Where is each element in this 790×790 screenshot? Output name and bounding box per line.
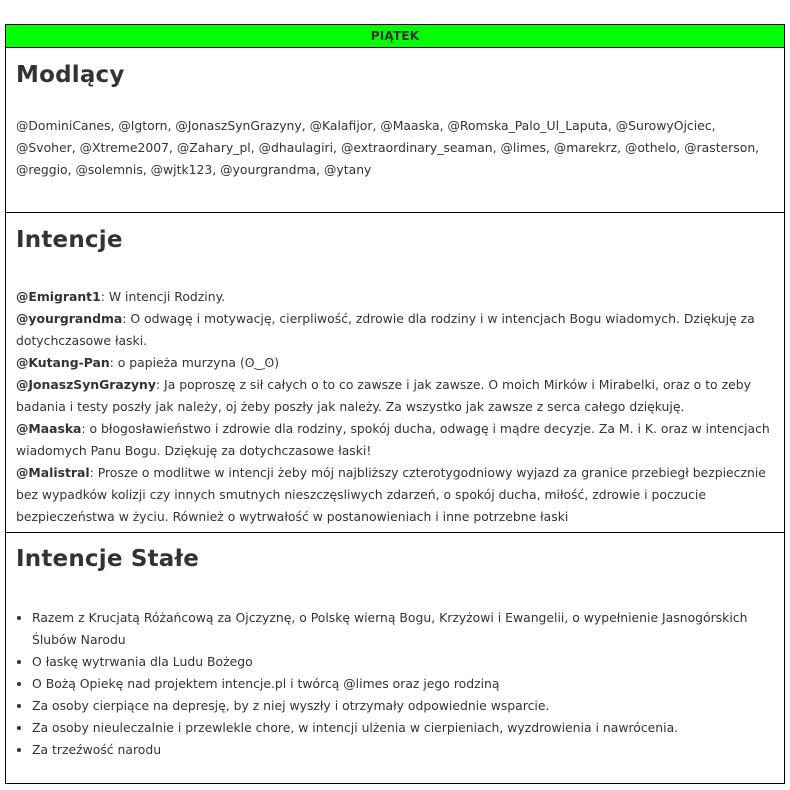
permanent-intention-item: • Za trzeźwość narodu xyxy=(32,739,774,761)
praying-users-list: @DominiCanes, @Igtorn, @JonaszSynGrazyny, @Kalafijor, @Maaska, @Romska_Palo_Ul_Laputa, @SurowyOjciec, @Svoher, @Xtreme2007, @Zahary_pl, @dhaulagiri, @extraordinary_seaman, @limes, @marekrz, @othelo, @rasterson, @reggio, @solemnis, @wjtk123, @yourgrandma, @ytany xyxy=(16,118,760,177)
permanent-intentions-list xyxy=(16,607,774,761)
intention-user[interactable]: @Malistral xyxy=(16,465,90,480)
intention-user[interactable]: @JonaszSynGrazyny xyxy=(16,377,156,392)
intention-text: : o błogosławieństwo i zdrowie dla rodziny, spokój ducha, odwagę i mądre decyzje. Za M. i K. oraz w intencjach wiadomych Panu Bogu. Dziękuję za dotychczasowe łaski! xyxy=(16,421,770,458)
intention-text: : O odwagę i motywację, cierpliwość, zdrowie dla rodziny i w intencjach Bogu wiadomych. Dziękuję za dotychczasowe łaski. xyxy=(16,311,755,348)
day-table xyxy=(5,24,785,784)
section-title-intencje: Intencje xyxy=(16,227,123,253)
intention-text: : W intencji Rodziny. xyxy=(100,289,226,304)
intention-text: : o papieża murzyna (ʘ‿ʘ) xyxy=(109,355,280,370)
permanent-intention-item: • Za osoby nieuleczalnie i przewlekle chore, w intencji ulżenia w cierpieniach, wyzdrowienia i nawrócenia. xyxy=(32,717,774,739)
intention-user[interactable]: @Maaska xyxy=(16,421,82,436)
permanent-intention-item: • Razem z Krucjatą Różańcową za Ojczyznę, o Polskę wierną Bogu, Krzyżowi i Ewangelii, o wypełnienie Jasnogórskich Ślubów Narodu xyxy=(32,607,774,651)
intention-text: : Prosze o modlitwe w intencji żeby mój najbliższy czterotygodniowy wyjazd za granice przebiegł bezpiecznie bez wypadków kolizji czy innych smutnych nieszczęsliwych zdarzeń, o spokój ducha, miłość, zdrowie i poczucie bezpieczeństwa w życiu. Również o wytrwałość w postanowieniach i inne potrzebne łaski xyxy=(16,465,766,524)
intention-user[interactable]: @Emigrant1 xyxy=(16,289,101,304)
section-intencje xyxy=(6,213,784,533)
intention-item xyxy=(16,308,774,352)
intention-item xyxy=(16,352,774,374)
permanent-intention-item: • O Bożą Opiekę nad projektem intencje.pl i twórcą @limes oraz jego rodziną xyxy=(32,673,774,695)
intention-item xyxy=(16,374,774,418)
section-title-intencje-stale: Intencje Stałe xyxy=(16,546,200,572)
intention-user[interactable]: @Kutang-Pan xyxy=(16,355,110,370)
section-modlacy xyxy=(6,48,784,213)
permanent-intention-item: • O łaskę wytrwania dla Ludu Bożego xyxy=(32,651,774,673)
intention-item xyxy=(16,462,774,528)
permanent-intention-item: • Za osoby cierpiące na depresję, by z niej wyszły i otrzymały odpowiednie wsparcie. xyxy=(32,695,774,717)
intention-user[interactable]: @yourgrandma xyxy=(16,311,123,326)
intentions-list xyxy=(16,286,774,528)
intention-item xyxy=(16,418,774,462)
intention-item xyxy=(16,286,774,308)
intention-text: : Ja poproszę z sił całych o to co zawsze i jak zawsze. O moich Mirków i Mirabelki, oraz o to zeby badania i testy poszły jak należy, oj żeby poszły jak należy. Za wszystko jak zawsze z serca całego dziękuję. xyxy=(16,377,751,414)
section-intencje-stale xyxy=(6,533,784,783)
section-title-modlacy: Modlący xyxy=(16,62,125,88)
day-header: PIĄTEK xyxy=(6,25,784,48)
